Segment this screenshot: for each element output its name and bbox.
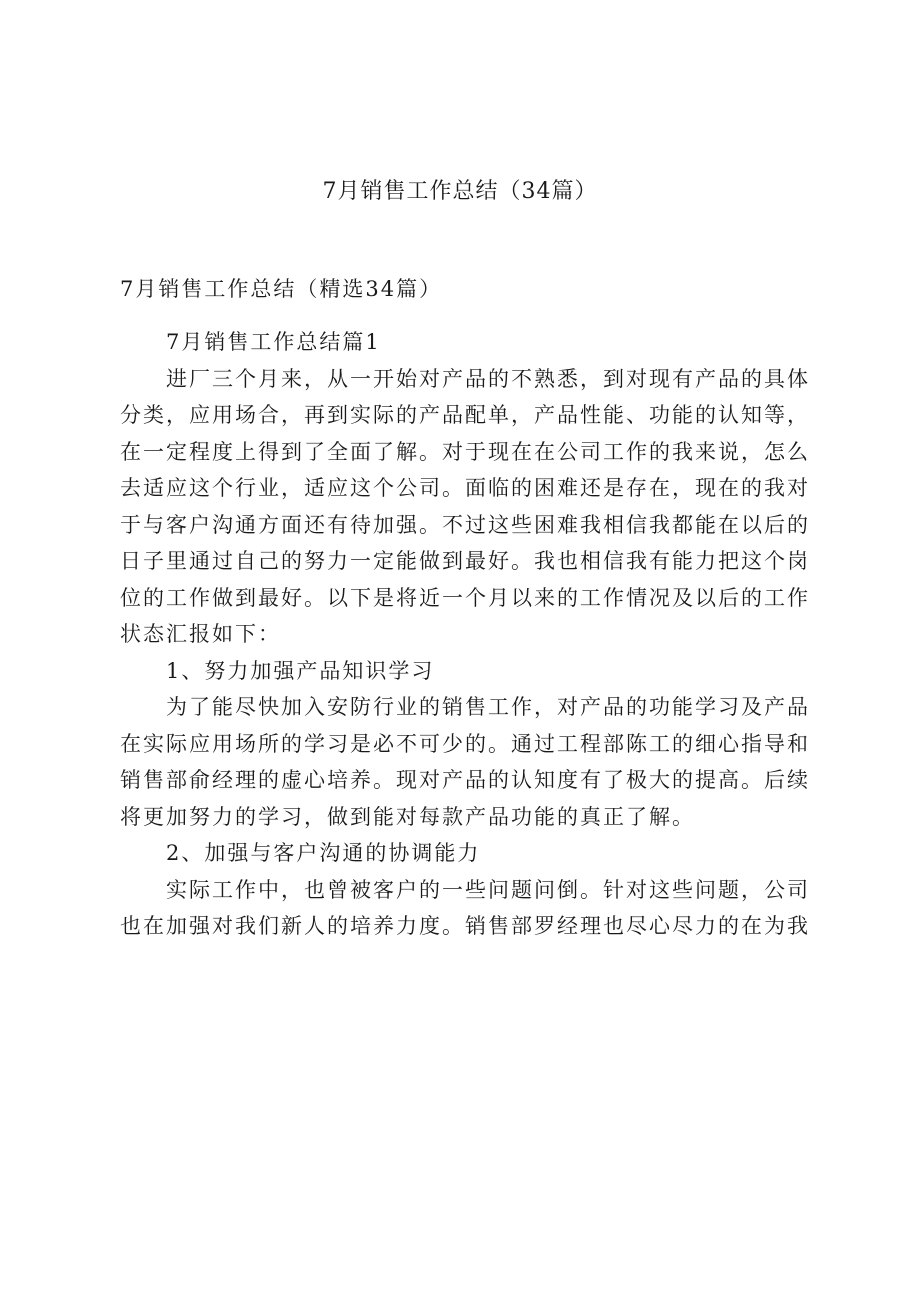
paragraph-line: 日子里通过自己的努力一定能做到最好。我也相信我有能力把这个岗 [120, 549, 810, 573]
intro-paragraph [120, 361, 820, 653]
paragraph-line: 去适应这个行业，适应这个公司。面临的困难还是存在，现在的我对 [120, 476, 810, 500]
document-body [120, 324, 820, 945]
paragraph-line: 位的工作做到最好。以下是将近一个月以来的工作情况及以后的工作 [120, 585, 810, 610]
paragraph-line: 在一定程度上得到了全面了解。对于现在在公司工作的我来说，怎么 [120, 439, 810, 464]
paragraph-line: 分类，应用场合，再到实际的产品配单，产品性能、功能的认知等， [120, 403, 810, 427]
paragraph-line: 于与客户沟通方面还有待加强。不过这些困难我相信我都能在以后的 [120, 512, 810, 537]
item-2-paragraph [120, 872, 820, 945]
item-1-paragraph [120, 689, 820, 835]
paragraph-line: 实际工作中，也曾被客户的一些问题问倒。针对这些问题，公司 [166, 877, 810, 902]
item-1-heading: 1、努力加强产品知识学习 [166, 658, 435, 683]
paragraph-line: 为了能尽快加入安防行业的销售工作，对产品的功能学习及产品 [166, 695, 810, 719]
item-2-heading: 2、加强与客户沟通的协调能力 [166, 841, 481, 865]
paragraph-line: 在实际应用场所的学习是必不可少的。通过工程部陈工的细心指导和 [120, 731, 810, 756]
paragraph-line: 销售部俞经理的虚心培养。现对产品的认知度有了极大的提高。后续 [120, 768, 810, 792]
paragraph-line: 也在加强对我们新人的培养力度。销售部罗经理也尽心尽力的在为我 [120, 914, 810, 938]
document-title: 7月销售工作总结（34篇） [322, 179, 598, 204]
paragraph-line: 进厂三个月来，从一开始对产品的不熟悉，到对现有产品的具体 [166, 366, 810, 391]
section-heading: 7月销售工作总结篇1 [166, 330, 381, 354]
paragraph-line: 将更加努力的学习，做到能对每款产品功能的真正了解。 [120, 804, 695, 829]
document-subtitle: 7月销售工作总结（精选34篇） [120, 277, 443, 301]
paragraph-line: 状态汇报如下： [120, 622, 281, 646]
